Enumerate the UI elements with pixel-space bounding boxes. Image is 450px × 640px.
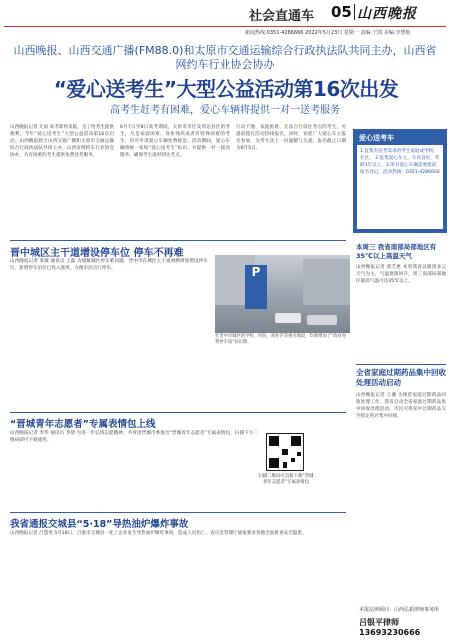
weather-body: 山西晚报记者 郭芝惠 本周我省以晴到多云天气为主，气温逐渐回升，周三南部局部地区最高气温可达35℃以上。 — [356, 265, 446, 284]
article-headline: “爱心送考生”大型公益活动第16次出发 — [53, 77, 399, 101]
accident-headline: 我省通报交城县“5·18”导热油炉爆炸事故 — [10, 519, 189, 530]
medicine-headline: 全省家庭过期药品集中回收处理活动启动 — [356, 368, 446, 387]
car-shape — [307, 315, 337, 325]
traffic-headline: 晋中城区主干道增设停车位 停车不再难 — [10, 248, 184, 259]
article-column-3: 行动不便、家庭困难、无法自行前往考点的考生，可提前拨打活动热线报名。同时，欢迎广大爱心车主报名参加，为考生送上一份温暖与关爱。报名截止日期为6月5日。 — [236, 125, 346, 151]
newspaper-brand: 山西晚报 — [357, 6, 417, 22]
accident-body: 山西晚报记者 吕慧英 5月18日，吕梁市交城县一化工企业发生导热油炉爆炸事故，造成人员伤亡。省应急管理厅通报要求各地全面排查安全隐患。 — [10, 531, 307, 536]
legal-advisor-line: 本报法律顾问：山西弘韬律师事务所 — [359, 607, 440, 613]
parking-sign-icon: P — [245, 265, 267, 309]
parking-photo — [215, 255, 350, 333]
qr-module — [283, 462, 287, 468]
article-column-1: 山西晚报记者 尤雨 高考即将来临，为了给考生提供便利，今年“爱心送考生”大型公益活动第16次启动。山西晚报联合山西交通广播和太原市交通运输综合行政执法队共同主办，山西省网约车行业协会协办，为有困难的考生提供免费送考服务。 — [10, 125, 114, 158]
qr-caption: 扫描二维码可直接下载“晋城青年志愿者”专属表情包 — [258, 474, 314, 485]
traffic-body: 山西晚报记者 张敏 通讯员 王磊 为缓解城区停车难问题，晋中市在城区主干道两侧规划增设停车位，新增停车泊位已投入使用，方便市民出行停车。 — [10, 259, 208, 271]
side-panel — [353, 129, 447, 233]
volunteer-body: 山西晚报记者 李华 通讯员 李倩 为进一步弘扬志愿精神，共青团晋城市委推出“晋城青年志愿者”专属表情包，扫描下方二维码即可下载使用。 — [10, 431, 258, 443]
qr-module — [282, 449, 288, 455]
article-subhead: 高考生赶考有困难，爱心车辆将提供一对一送考服务 — [110, 105, 340, 116]
volunteer-headline: “晋城青年志愿者”专属表情包上线 — [10, 419, 156, 430]
photo-caption: 在晋中市城区的学校、医院、商业区等重点地段，均新增加了“政府免费停车场”标识牌。 — [215, 334, 347, 345]
legal-advisor-box — [355, 600, 445, 635]
weather-headline: 本周三 我省南部局部地区有35℃以上高温天气 — [356, 243, 437, 260]
qr-finder — [269, 436, 279, 446]
qr-finder — [269, 458, 279, 468]
masthead-divider — [354, 4, 355, 20]
medicine-body: 山西晚报记者 王湘 为规范家庭过期药品回收处理工作，我省启动全省家庭过期药品集中回收处理活动，市民可将家中过期药品交至指定药店集中回收。 — [356, 393, 446, 419]
section-rule — [10, 412, 346, 413]
side-panel-body: 1.征集有送考需求的考生家庭或学校、社区。 2.征集爱心车主，车况良好，驾龄3年以上。3.所有爱心车辆需要提前报名登记。活动热线：0351-4286666 — [357, 145, 443, 229]
side-panel-title: 爱心送考车 — [359, 134, 394, 142]
masthead-rule — [4, 26, 446, 27]
masthead-meta: 新闻热线:0351-4286666 2022年5月23日 星期一 责编:王凯 美编:李慧航 — [245, 30, 411, 36]
article-column-2: 6月7日至8日高考期间，太原市市区及周边县区的考生，凡是家庭困难、身体残疾或者有特殊困难的考生，均可申请爱心车辆免费接送。活动期间，爱心车辆将统一张贴“爱心送考生”标识，并提供一对一接送服务，确保考生准时到达考点。 — [120, 125, 230, 158]
qr-code-icon[interactable] — [266, 433, 304, 471]
section-rule — [356, 364, 446, 365]
section-rule — [10, 240, 346, 241]
building-shape — [303, 259, 350, 305]
qr-module — [297, 452, 301, 456]
section-rule — [10, 512, 346, 513]
qr-finder — [291, 436, 301, 446]
masthead — [0, 0, 450, 36]
section-title: 社会直通车 — [249, 9, 315, 24]
car-shape — [275, 313, 301, 323]
page-number: 05 — [331, 3, 352, 21]
qr-module — [291, 458, 295, 462]
legal-advisor-contact: 吕银平律师 13693230666 — [359, 618, 421, 637]
article-lead: 山西晚报、山西交通广播(FM88.0)和太原市交通运输综合行政执法队共同主办，山西省网约车行业协会协办 — [13, 44, 437, 71]
